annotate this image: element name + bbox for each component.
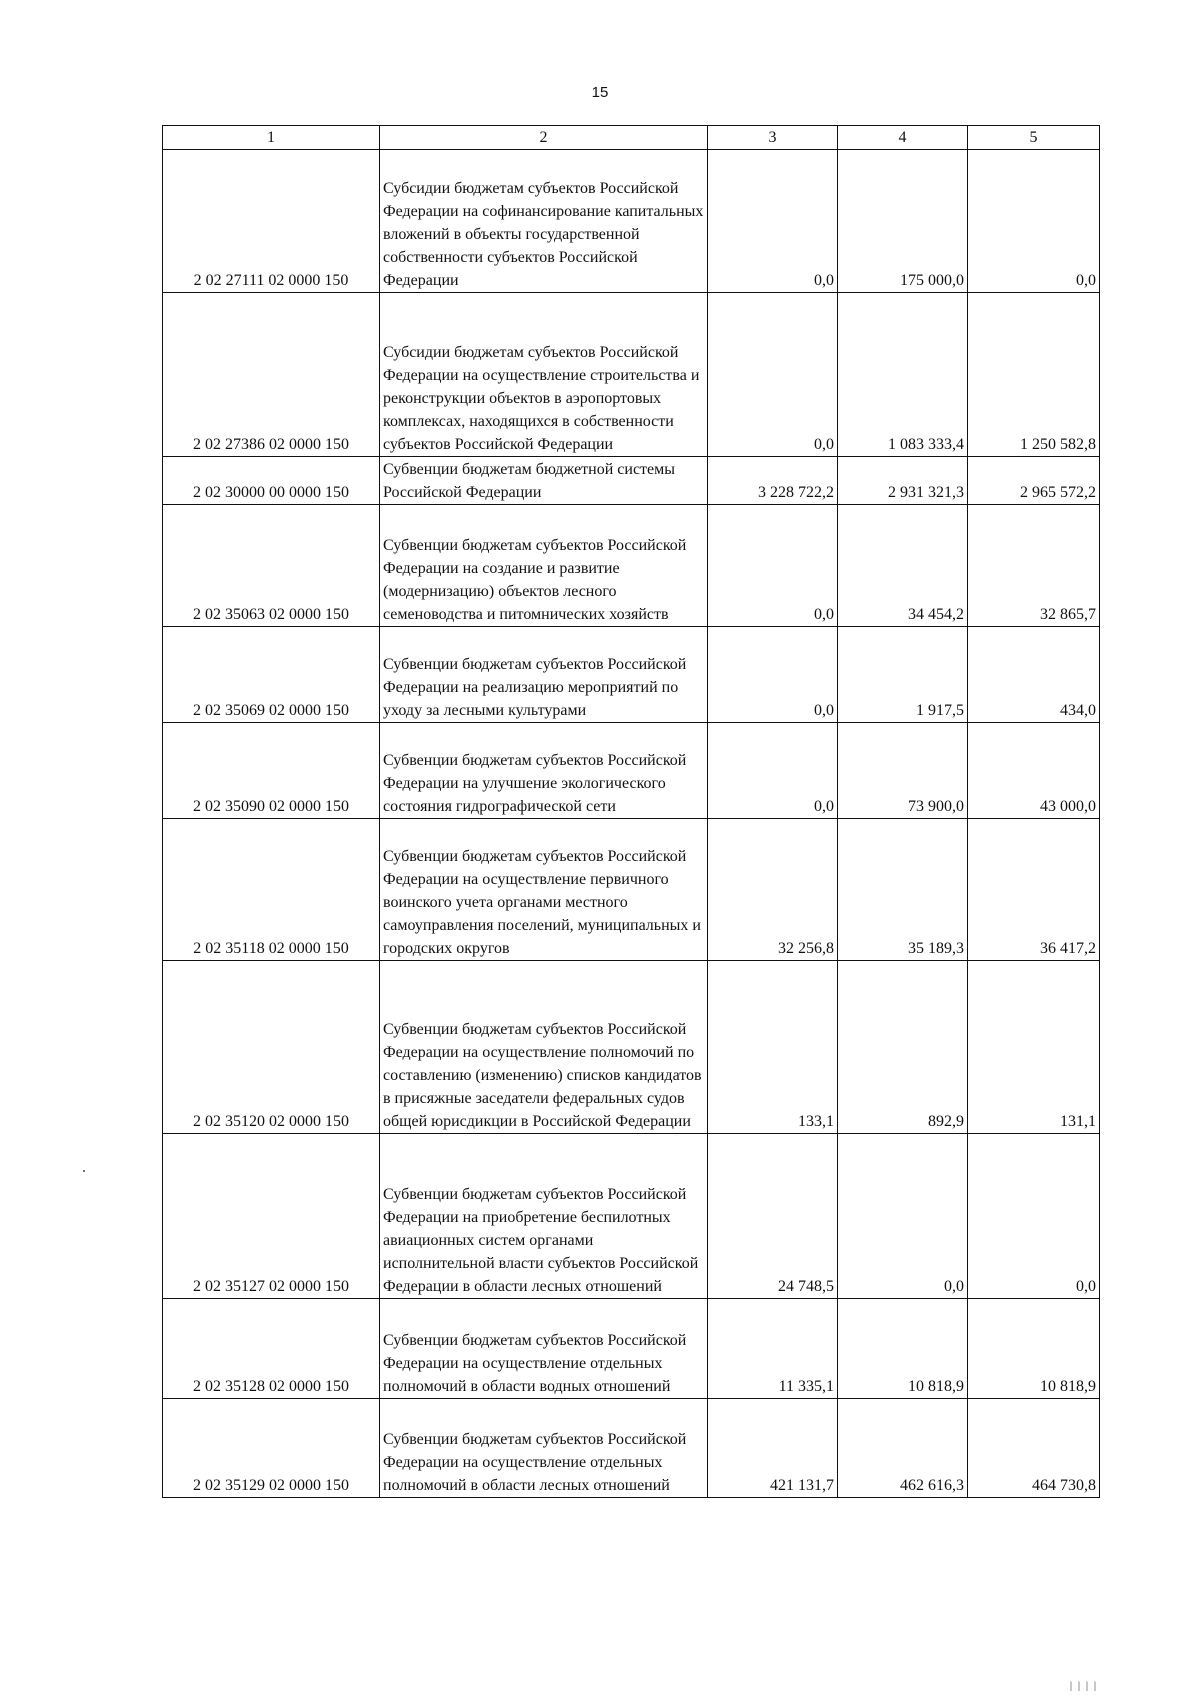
budget-code-cell: 2 02 35127 02 0000 150 xyxy=(163,1134,380,1299)
column-header-2: 2 xyxy=(380,126,708,150)
value-col5-cell: 1 250 582,8 xyxy=(968,293,1100,457)
value-col5-cell: 2 965 572,2 xyxy=(968,457,1100,505)
value-col4-cell: 1 917,5 xyxy=(838,627,968,723)
value-col3-cell: 421 131,7 xyxy=(708,1399,838,1498)
value-col5-cell: 434,0 xyxy=(968,627,1100,723)
value-col4-cell: 73 900,0 xyxy=(838,723,968,819)
value-col3-cell: 32 256,8 xyxy=(708,819,838,961)
description-cell: Субвенции бюджетам бюджетной системы Российской Федерации xyxy=(380,457,708,505)
value-col4-cell: 892,9 xyxy=(838,961,968,1134)
value-col3-cell: 0,0 xyxy=(708,723,838,819)
value-col3-cell: 24 748,5 xyxy=(708,1134,838,1299)
table-row xyxy=(163,1299,1100,1399)
value-col4-cell: 1 083 333,4 xyxy=(838,293,968,457)
value-col4-cell: 462 616,3 xyxy=(838,1399,968,1498)
value-col5-cell: 10 818,9 xyxy=(968,1299,1100,1399)
description-cell: Субвенции бюджетам субъектов Российской Федерации на осуществление отдельных полномочий в области водных отношений xyxy=(380,1299,708,1399)
table-row xyxy=(163,819,1100,961)
budget-revenue-table xyxy=(162,125,1100,1498)
column-header-1: 1 xyxy=(163,126,380,150)
budget-code-cell: 2 02 35069 02 0000 150 xyxy=(163,627,380,723)
table-header-row xyxy=(163,126,1100,150)
description-cell: Субвенции бюджетам субъектов Российской Федерации на осуществление полномочий по составлению (изменению) списков кандидатов в присяжные заседатели федеральных судов общей юрисдикции в Российской Федерации xyxy=(380,961,708,1134)
value-col4-cell: 35 189,3 xyxy=(838,819,968,961)
value-col3-cell: 3 228 722,2 xyxy=(708,457,838,505)
description-cell: Субсидии бюджетам субъектов Российской Федерации на софинансирование капитальных вложений в объекты государственной собственности субъектов Российской Федерации xyxy=(380,150,708,293)
table-row xyxy=(163,961,1100,1134)
table-row xyxy=(163,293,1100,457)
table-row xyxy=(163,723,1100,819)
budget-code-cell: 2 02 35120 02 0000 150 xyxy=(163,961,380,1134)
value-col4-cell: 175 000,0 xyxy=(838,150,968,293)
table-row xyxy=(163,627,1100,723)
table-row xyxy=(163,505,1100,627)
description-cell: Субвенции бюджетам субъектов Российской Федерации на создание и развитие (модернизацию) объектов лесного семеноводства и питомнических хозяйств xyxy=(380,505,708,627)
description-cell: Субвенции бюджетам субъектов Российской Федерации на реализацию мероприятий по уходу за лесными культурами xyxy=(380,627,708,723)
description-cell: Субвенции бюджетам субъектов Российской Федерации на приобретение беспилотных авиационных систем органами исполнительной власти субъектов Российской Федерации в области лесных отношений xyxy=(380,1134,708,1299)
value-col3-cell: 0,0 xyxy=(708,505,838,627)
table-row xyxy=(163,457,1100,505)
value-col4-cell: 2 931 321,3 xyxy=(838,457,968,505)
value-col4-cell: 34 454,2 xyxy=(838,505,968,627)
table-row xyxy=(163,1134,1100,1299)
budget-code-cell: 2 02 35063 02 0000 150 xyxy=(163,505,380,627)
scan-speck xyxy=(83,1170,85,1172)
value-col3-cell: 0,0 xyxy=(708,627,838,723)
value-col3-cell: 11 335,1 xyxy=(708,1299,838,1399)
value-col3-cell: 0,0 xyxy=(708,293,838,457)
description-cell: Субвенции бюджетам субъектов Российской Федерации на улучшение экологического состояния гидрографической сети xyxy=(380,723,708,819)
budget-code-cell: 2 02 35118 02 0000 150 xyxy=(163,819,380,961)
value-col4-cell: 0,0 xyxy=(838,1134,968,1299)
value-col5-cell: 131,1 xyxy=(968,961,1100,1134)
value-col5-cell: 0,0 xyxy=(968,1134,1100,1299)
value-col5-cell: 36 417,2 xyxy=(968,819,1100,961)
value-col3-cell: 0,0 xyxy=(708,150,838,293)
budget-code-cell: 2 02 35090 02 0000 150 xyxy=(163,723,380,819)
value-col5-cell: 32 865,7 xyxy=(968,505,1100,627)
scan-edge-mark: |||| xyxy=(1067,1682,1100,1693)
budget-code-cell: 2 02 35128 02 0000 150 xyxy=(163,1299,380,1399)
value-col5-cell: 464 730,8 xyxy=(968,1399,1100,1498)
description-cell: Субсидии бюджетам субъектов Российской Федерации на осуществление строительства и реконструкции объектов в аэропортовых комплексах, находящихся в собственности субъектов Российской Федерации xyxy=(380,293,708,457)
page-number: 15 xyxy=(591,84,609,101)
description-cell: Субвенции бюджетам субъектов Российской Федерации на осуществление первичного воинского учета органами местного самоуправления поселений, муниципальных и городских округов xyxy=(380,819,708,961)
table-row xyxy=(163,1399,1100,1498)
table-row xyxy=(163,150,1100,293)
column-header-3: 3 xyxy=(708,126,838,150)
budget-code-cell: 2 02 27386 02 0000 150 xyxy=(163,293,380,457)
budget-code-cell: 2 02 30000 00 0000 150 xyxy=(163,457,380,505)
description-cell: Субвенции бюджетам субъектов Российской Федерации на осуществление отдельных полномочий в области лесных отношений xyxy=(380,1399,708,1498)
column-header-4: 4 xyxy=(838,126,968,150)
value-col4-cell: 10 818,9 xyxy=(838,1299,968,1399)
value-col3-cell: 133,1 xyxy=(708,961,838,1134)
column-header-5: 5 xyxy=(968,126,1100,150)
value-col5-cell: 43 000,0 xyxy=(968,723,1100,819)
value-col5-cell: 0,0 xyxy=(968,150,1100,293)
budget-code-cell: 2 02 35129 02 0000 150 xyxy=(163,1399,380,1498)
budget-code-cell: 2 02 27111 02 0000 150 xyxy=(163,150,380,293)
